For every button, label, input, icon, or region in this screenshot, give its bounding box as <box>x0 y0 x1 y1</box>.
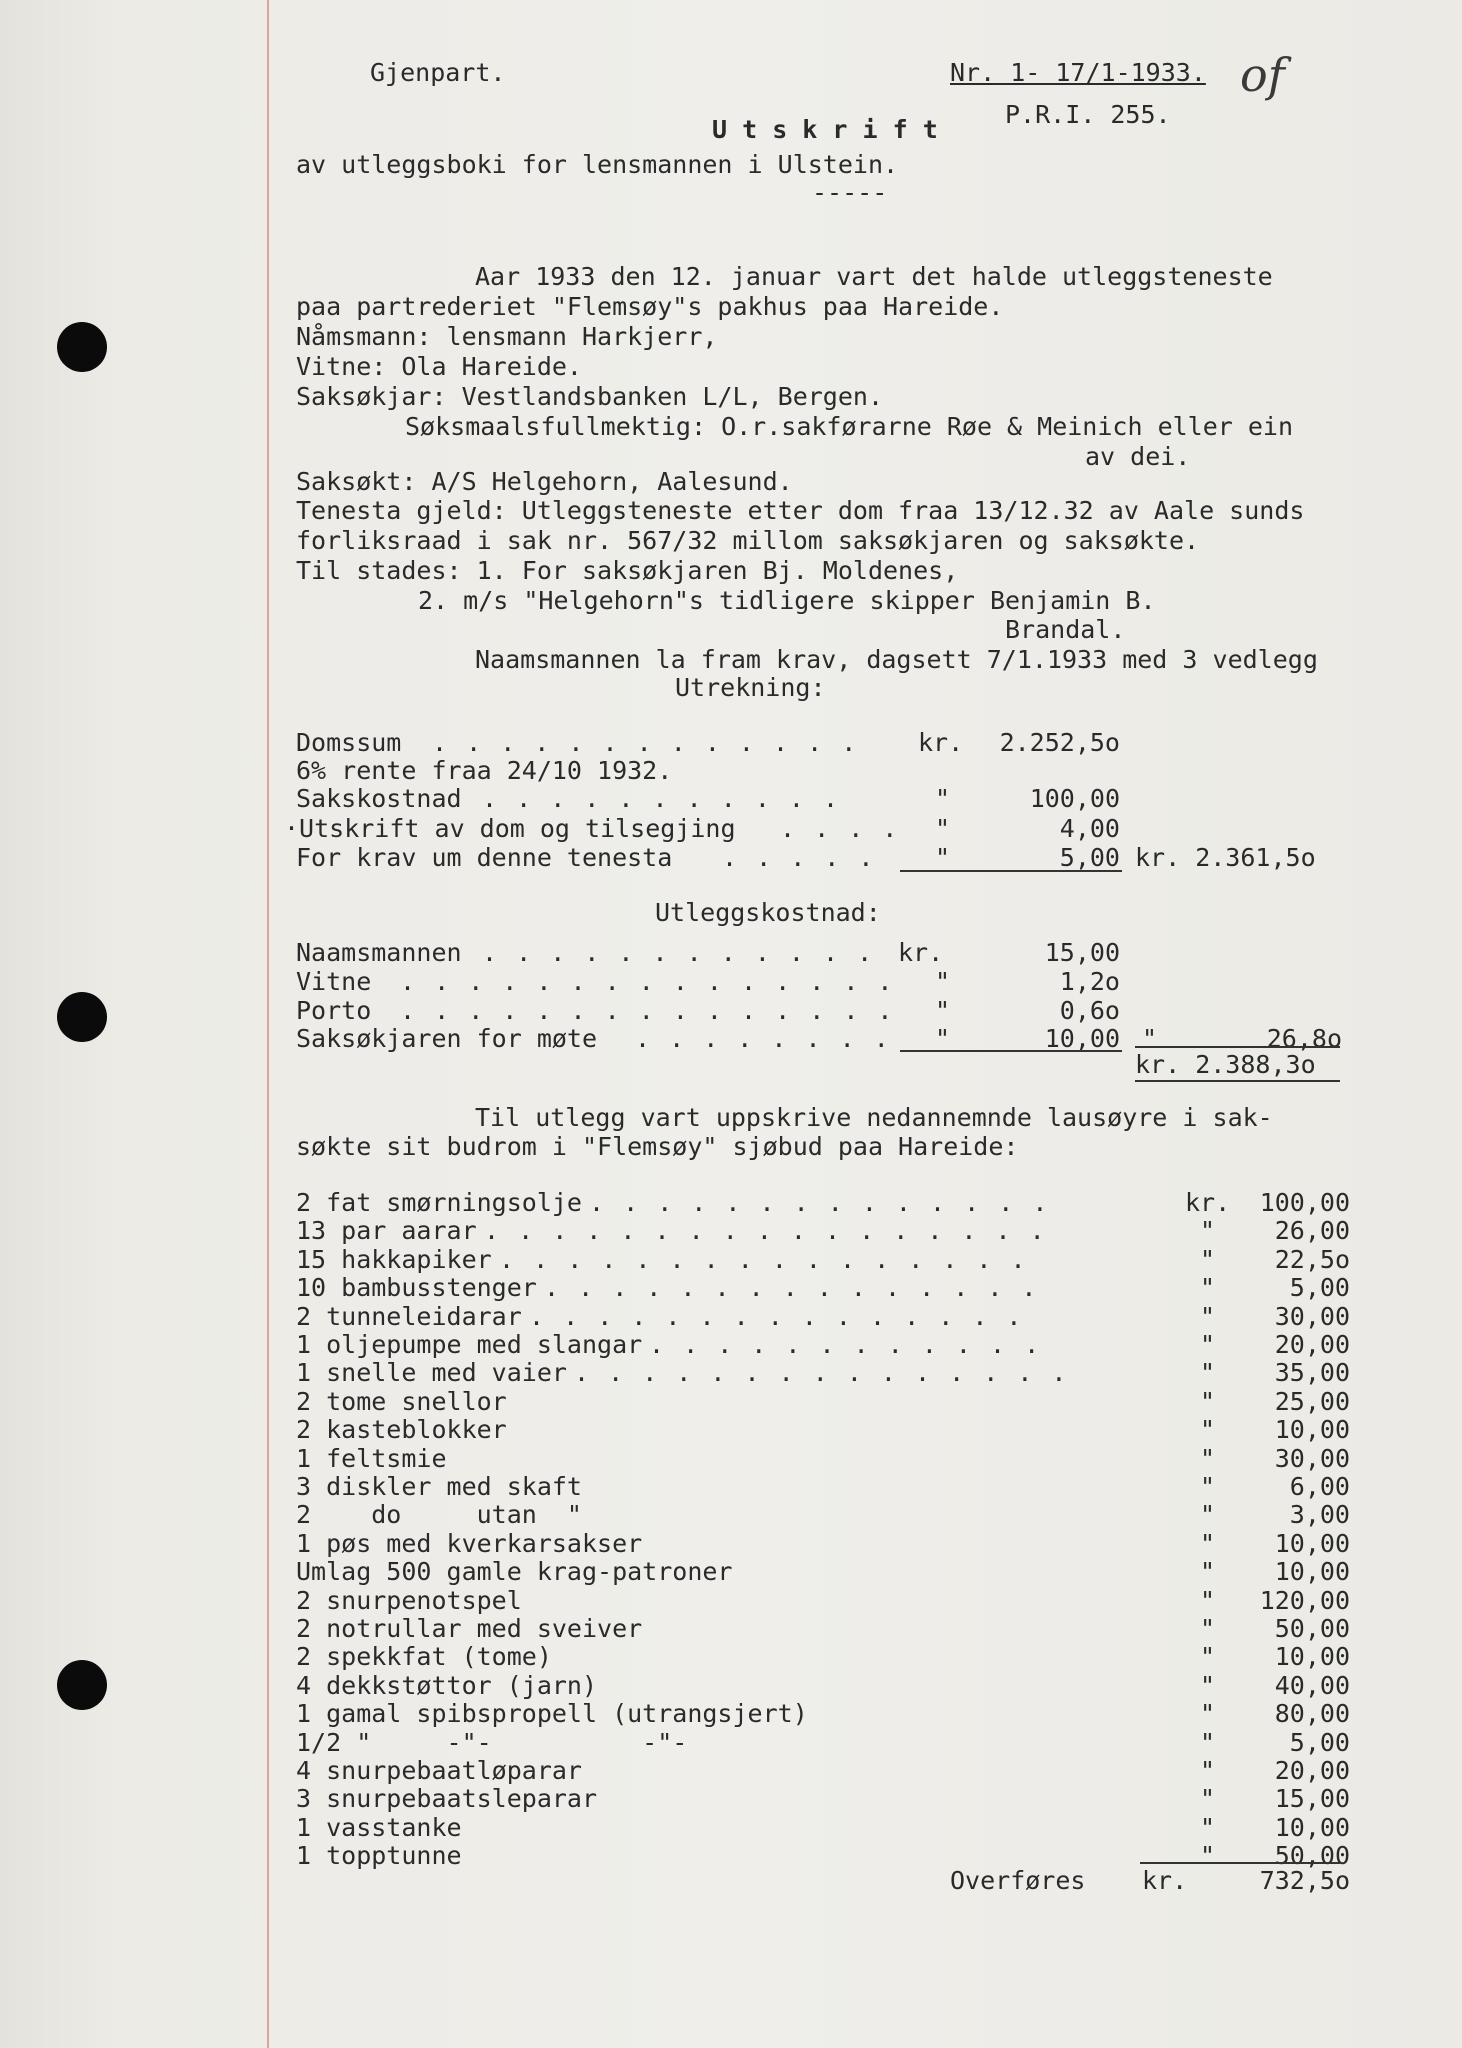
intro-line: Aar 1933 den 12. januar vart det halde utleggsteneste <box>475 262 1273 291</box>
item-label: 10 bambusstenger <box>296 1273 537 1302</box>
item-label: 4 snurpebaatløparar <box>296 1756 582 1785</box>
item-label: 2 tome snellor <box>296 1387 507 1416</box>
item-currency: " <box>1200 1586 1216 1615</box>
item-currency: " <box>1200 1529 1216 1558</box>
intro-line: Naamsmannen la fram krav, dagsett 7/1.1933 med 3 vedlegg <box>475 645 1318 674</box>
calc-label: Domssum <box>296 728 402 757</box>
item-amount: 15,00 <box>1274 1784 1350 1813</box>
item-currency: " <box>1200 1302 1216 1331</box>
item-label: 2 do utan " <box>296 1500 582 1529</box>
intro-line: Saksøkjar: Vestlandsbanken L/L, Bergen. <box>296 382 883 411</box>
item-amount: 30,00 <box>1274 1444 1350 1473</box>
costs-heading: Utleggskostnad: <box>655 898 881 927</box>
item-label: 15 hakkapiker <box>296 1245 492 1274</box>
item-currency: " <box>1200 1330 1216 1359</box>
cost-dots: . . . . . . . . . . . . . . . <box>400 996 895 1025</box>
calc-dots: . . . . . <box>722 843 876 872</box>
item-label: 1 gamal spibspropell (utrangsjert) <box>296 1699 808 1728</box>
document-subtitle: av utleggsboki for lensmannen i Ulstein. <box>296 150 899 179</box>
item-currency: " <box>1200 1273 1216 1302</box>
intro-line: Søksmaalsfullmektig: O.r.sakførarne Røe & Meinich eller ein <box>405 412 1294 441</box>
item-amount: 10,00 <box>1274 1813 1350 1842</box>
calc-label: 6% rente fraa 24/10 1932. <box>296 756 673 785</box>
item-amount: 40,00 <box>1274 1671 1350 1700</box>
item-amount: 5,00 <box>1289 1273 1350 1302</box>
copy-label: Gjenpart. <box>370 58 506 87</box>
item-amount: 10,00 <box>1274 1415 1350 1444</box>
intro-line: av dei. <box>1085 442 1191 471</box>
item-label: 1 vasstanke <box>296 1813 462 1842</box>
cost-amount: 0,6o <box>1059 996 1120 1025</box>
item-currency: " <box>1200 1557 1216 1586</box>
item-currency: " <box>1200 1358 1216 1387</box>
item-dots: . . . . . . . . . . . . . . . . . <box>484 1216 1047 1245</box>
item-label: 2 tunneleidarar <box>296 1302 522 1331</box>
item-label: 2 spekkfat (tome) <box>296 1642 552 1671</box>
item-label: 13 par aarar <box>296 1216 477 1245</box>
item-label: 1 oljepumpe med slangar <box>296 1330 643 1359</box>
cost-currency: " <box>935 996 951 1025</box>
item-label: 3 snurpebaatsleparar <box>296 1784 598 1813</box>
cost-dots: . . . . . . . . . . . . . . . <box>400 967 895 996</box>
margin-line <box>267 0 269 2048</box>
item-currency: kr. <box>1185 1188 1231 1217</box>
item-dots: . . . . . . . . . . . . . . . . <box>499 1245 1028 1274</box>
item-amount: 22,5o <box>1274 1245 1350 1274</box>
cost-label: Saksøkjaren for møte <box>296 1024 598 1053</box>
seizure-intro-line: Til utlegg vart uppskrive nedannemnde lausøyre i sak- <box>475 1103 1273 1132</box>
intro-line: Brandal. <box>1005 615 1126 644</box>
intro-line: forliksraad i sak nr. 567/32 millom saksøkjaren og saksøkte. <box>296 526 1200 555</box>
total-underline <box>1135 1046 1340 1048</box>
item-dots: . . . . . . . . . . . . . . . <box>529 1302 1024 1331</box>
item-currency: " <box>1200 1784 1216 1813</box>
intro-line: Tenesta gjeld: Utleggsteneste etter dom fraa 13/12.32 av Aale sunds <box>296 496 1305 525</box>
carry-over-currency: kr. <box>1142 1866 1188 1895</box>
item-currency: " <box>1200 1841 1216 1870</box>
item-amount: 30,00 <box>1274 1302 1350 1331</box>
calc-amount: 2.252,5o <box>999 728 1120 757</box>
item-label: 1 feltsmie <box>296 1444 447 1473</box>
item-currency: " <box>1200 1245 1216 1274</box>
grand-total: kr. 2.388,3o <box>1135 1050 1316 1079</box>
margin-mark: of <box>1240 48 1285 102</box>
cost-total: 26,8o <box>1266 1024 1342 1053</box>
item-label: 2 notrullar med sveiver <box>296 1614 643 1643</box>
calc-dots: . . . . <box>780 814 900 843</box>
item-currency: " <box>1200 1813 1216 1842</box>
cost-label: Naamsmannen <box>296 938 462 967</box>
cost-currency: kr. <box>898 938 944 967</box>
calc-currency: " <box>935 814 951 843</box>
intro-line: 2. m/s "Helgehorn"s tidligere skipper Benjamin B. <box>418 586 1156 615</box>
intro-line: Nåmsmann: lensmann Harkjerr, <box>296 322 718 351</box>
item-currency: " <box>1200 1756 1216 1785</box>
item-label: 2 kasteblokker <box>296 1415 507 1444</box>
title-divider: ----- <box>812 178 888 207</box>
document-title: U t s k r i f t <box>712 115 938 144</box>
calc-label: Sakskostnad <box>296 784 462 813</box>
cost-underline <box>900 1050 1122 1052</box>
item-label: 2 snurpenotspel <box>296 1586 522 1615</box>
item-amount: 10,00 <box>1274 1529 1350 1558</box>
cost-label: Porto <box>296 996 372 1025</box>
item-amount: 120,00 <box>1259 1586 1350 1615</box>
item-dots: . . . . . . . . . . . . . . <box>589 1188 1050 1217</box>
item-label: 1 pøs med kverkarsakser <box>296 1529 643 1558</box>
calc-underline <box>900 870 1122 872</box>
calc-currency: " <box>935 843 951 872</box>
item-label: 3 diskler med skaft <box>296 1472 582 1501</box>
punch-hole <box>57 322 107 372</box>
item-dots: . . . . . . . . . . . . <box>649 1330 1042 1359</box>
reference-number: Nr. 1- 17/1-1933. <box>950 58 1206 87</box>
item-currency: " <box>1200 1614 1216 1643</box>
item-currency: " <box>1200 1387 1216 1416</box>
cost-amount: 15,00 <box>1044 938 1120 967</box>
cost-amount: 1,2o <box>1059 967 1120 996</box>
item-amount: 50,00 <box>1274 1841 1350 1870</box>
calc-amount: 100,00 <box>1029 784 1120 813</box>
cost-dots: . . . . . . . . . . . . <box>482 938 875 967</box>
item-currency: " <box>1200 1415 1216 1444</box>
item-amount: 10,00 <box>1274 1642 1350 1671</box>
item-label: 2 fat smørningsolje <box>296 1188 582 1217</box>
item-label: 1/2 " -"- -"- <box>296 1728 688 1757</box>
item-label: Umlag 500 gamle krag-patroner <box>296 1557 733 1586</box>
item-label: 1 topptunne <box>296 1841 462 1870</box>
intro-line: Til stades: 1. For saksøkjaren Bj. Moldenes, <box>296 556 959 585</box>
item-dots: . . . . . . . . . . . . . . . <box>544 1273 1039 1302</box>
calc-currency: kr. <box>918 728 964 757</box>
cost-dots: . . . . . . . . <box>635 1024 891 1053</box>
cost-label: Vitne <box>296 967 372 996</box>
punch-hole <box>57 992 107 1042</box>
item-label: 4 dekkstøttor (jarn) <box>296 1671 598 1700</box>
item-currency: " <box>1200 1472 1216 1501</box>
grand-total-underline <box>1135 1080 1340 1082</box>
intro-line: Vitne: Ola Hareide. <box>296 352 582 381</box>
item-amount: 20,00 <box>1274 1330 1350 1359</box>
cost-amount: 10,00 <box>1044 1024 1120 1053</box>
carry-over-label: Overføres <box>950 1866 1086 1895</box>
item-currency: " <box>1200 1444 1216 1473</box>
punch-hole <box>57 1660 107 1710</box>
calc-dots: . . . . . . . . . . . <box>482 784 841 813</box>
item-label: 1 snelle med vaier <box>296 1358 567 1387</box>
item-dots: . . . . . . . . . . . . . . . <box>574 1358 1069 1387</box>
cost-total-currency: " <box>1142 1024 1158 1053</box>
item-currency: " <box>1200 1728 1216 1757</box>
calc-currency: " <box>935 784 951 813</box>
cost-currency: " <box>935 967 951 996</box>
item-amount: 50,00 <box>1274 1614 1350 1643</box>
item-amount: 100,00 <box>1259 1188 1350 1217</box>
item-amount: 26,00 <box>1274 1216 1350 1245</box>
intro-line: paa partrederiet "Flemsøy"s pakhus paa Hareide. <box>296 292 1004 321</box>
item-amount: 5,00 <box>1289 1728 1350 1757</box>
calc-dots: . . . . . . . . . . . . . <box>432 728 859 757</box>
reference-code: P.R.I. 255. <box>1005 100 1171 129</box>
calc-label: ·Utskrift av dom og tilsegjing <box>284 814 736 843</box>
item-currency: " <box>1200 1642 1216 1671</box>
calc-label: For krav um denne tenesta <box>296 843 673 872</box>
item-amount: 10,00 <box>1274 1557 1350 1586</box>
calculation-heading: Utrekning: <box>675 673 826 702</box>
item-amount: 80,00 <box>1274 1699 1350 1728</box>
item-amount: 25,00 <box>1274 1387 1350 1416</box>
item-currency: " <box>1200 1699 1216 1728</box>
item-currency: " <box>1200 1216 1216 1245</box>
seizure-intro-line: søkte sit budrom i "Flemsøy" sjøbud paa Hareide: <box>296 1132 1019 1161</box>
item-amount: 20,00 <box>1274 1756 1350 1785</box>
calc-amount: 4,00 <box>1059 814 1120 843</box>
item-currency: " <box>1200 1500 1216 1529</box>
intro-line: Saksøkt: A/S Helgehorn, Aalesund. <box>296 467 793 496</box>
item-currency: " <box>1200 1671 1216 1700</box>
carry-over-amount: 732,5o <box>1259 1866 1350 1895</box>
calc-total: kr. 2.361,5o <box>1135 843 1316 872</box>
item-amount: 3,00 <box>1289 1500 1350 1529</box>
items-underline <box>1140 1862 1340 1864</box>
item-amount: 35,00 <box>1274 1358 1350 1387</box>
calc-amount: 5,00 <box>1059 843 1120 872</box>
item-amount: 6,00 <box>1289 1472 1350 1501</box>
cost-currency: " <box>935 1024 951 1053</box>
